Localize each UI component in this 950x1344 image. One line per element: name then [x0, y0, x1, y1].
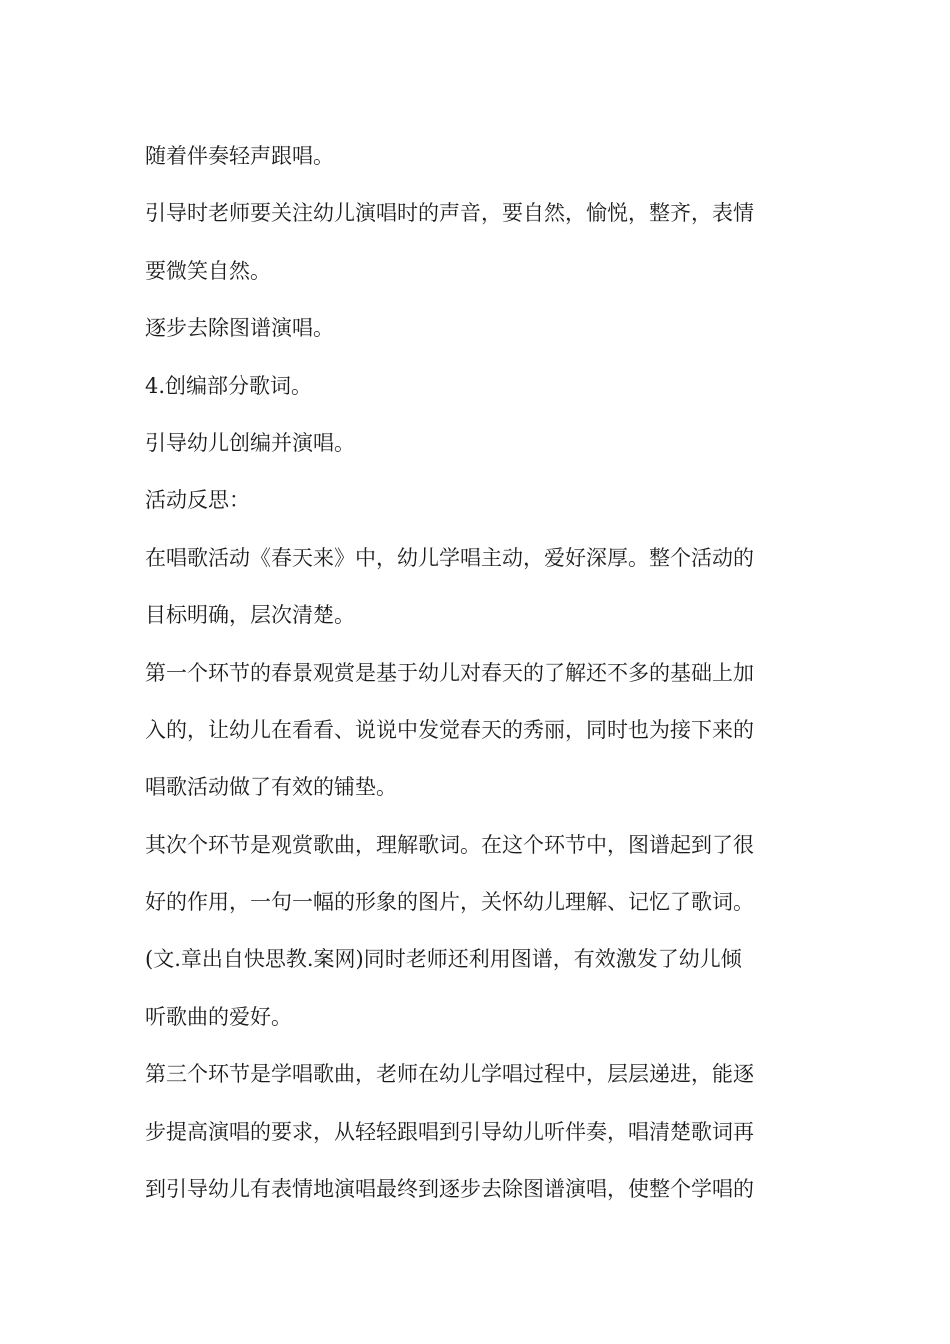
text-line: 好的作用，一句一幅的形象的图片，关怀幼儿理解、记忆了歌词。 — [145, 890, 754, 915]
text-line: 引导幼儿创编并演唱。 — [145, 430, 355, 455]
section-heading: 活动反思： — [145, 488, 250, 513]
text-line: (文.章出自快思教.案网)同时老师还利用图谱，有效激发了幼儿倾 — [145, 947, 742, 972]
text-line: 第三个环节是学唱歌曲，老师在幼儿学唱过程中，层层递进，能逐 — [145, 1062, 754, 1087]
text-line: 到引导幼儿有表情地演唱最终到逐步去除图谱演唱，使整个学唱的 — [145, 1177, 754, 1202]
text-line: 引导时老师要关注幼儿演唱时的声音，要自然，愉悦，整齐，表情 — [145, 201, 754, 226]
text-line: 在唱歌活动《春天来》中，幼儿学唱主动，爱好深厚。整个活动的 — [145, 545, 754, 570]
text-line: 要微笑自然。 — [145, 258, 271, 283]
text-line: 唱歌活动做了有效的铺垫。 — [145, 775, 397, 800]
document-body — [145, 128, 810, 1218]
text-line: 随着伴奏轻声跟唱。 — [145, 144, 334, 168]
text-line: 入的，让幼儿在看看、说说中发觉春天的秀丽，同时也为接下来的 — [145, 717, 754, 742]
text-line: 第一个环节的春景观赏是基于幼儿对春天的了解还不多的基础上加 — [145, 660, 754, 685]
text-line: 其次个环节是观赏歌曲，理解歌词。在这个环节中，图谱起到了很 — [145, 832, 754, 857]
text-line: 步提高演唱的要求，从轻轻跟唱到引导幼儿听伴奏，唱清楚歌词再 — [145, 1119, 754, 1144]
section-heading: 4.创编部分歌词。 — [145, 373, 313, 398]
text-line: 听歌曲的爱好。 — [145, 1004, 292, 1029]
text-line: 目标明确，层次清楚。 — [145, 603, 355, 628]
text-line: 逐步去除图谱演唱。 — [145, 316, 334, 341]
